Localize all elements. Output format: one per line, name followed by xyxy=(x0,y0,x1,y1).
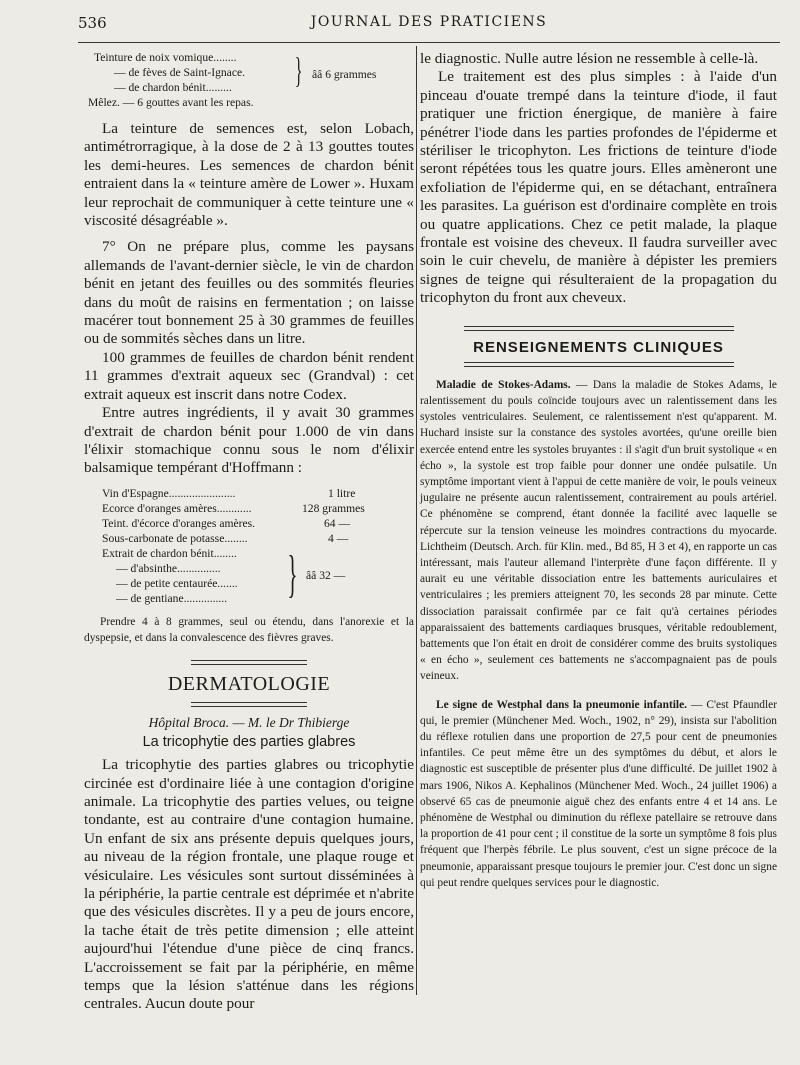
section-title: DERMATOLOGIE xyxy=(167,673,331,696)
recipe-dose: ââ 6 grammes xyxy=(312,68,377,81)
paragraph: Entre autres ingrédients, il y avait 30 grammes d'extrait de chardon bénit pour 1.000 de vin dans l'élixir stomachique connu sous le nom d'élixir balsamique tempérant d'Hoffmann : xyxy=(84,404,414,477)
recipe-item: — de petite centaurée....... xyxy=(116,576,238,590)
recipe-item: Ecorce d'oranges amères............ xyxy=(102,501,252,515)
recipe-elixir xyxy=(102,486,414,610)
note-title: Le signe de Westphal dans la pneumonie infantile. xyxy=(436,698,687,711)
recipe-item: Extrait de chardon bénit........ xyxy=(102,546,237,560)
header-rule xyxy=(78,42,780,43)
paragraph: le diagnostic. Nulle autre lésion ne ressemble à celle-là. xyxy=(420,50,759,67)
article-title: La tricophytie des parties glabres xyxy=(142,734,356,751)
journal-title: JOURNAL DES PRATICIENS xyxy=(310,14,548,30)
note-title: Maladie de Stokes-Adams. xyxy=(436,378,571,391)
recipe-item: Sous-carbonate de potasse........ xyxy=(102,531,248,545)
section-divider xyxy=(191,702,307,707)
section-title: RENSEIGNEMENTS CLINIQUES xyxy=(473,338,724,356)
article-byline: Hôpital Broca. — M. le Dr Thibierge xyxy=(148,715,350,731)
recipe-tinctures xyxy=(88,50,414,110)
clinical-note xyxy=(420,697,777,891)
recipe-dose: ââ 32 — xyxy=(306,568,346,582)
recipe-qty: 64 — xyxy=(324,516,351,530)
section-divider xyxy=(464,326,734,331)
paragraph: 100 grammes de feuilles de chardon bénit rendent 11 grammes d'extrait aqueux sec (Grandval) : cet extrait aqueux est inscrit dans notre Codex. xyxy=(84,348,414,403)
recipe-qty: 128 grammes xyxy=(302,501,365,515)
brace-icon: } xyxy=(287,545,298,603)
brace-icon: } xyxy=(294,50,303,90)
section-divider xyxy=(191,660,307,665)
recipe-qty: 4 — xyxy=(328,531,349,545)
dosage-note: Prendre 4 à 8 grammes, seul ou étendu, dans l'anorexie et la dyspepsie, et dans la convalescence des fièvres graves. xyxy=(84,615,414,644)
page-number: 536 xyxy=(78,14,107,32)
paragraph: La teinture de semences est, selon Lobach, antimétrorragique, à la dose de 2 à 13 gouttes toutes les demi-heures. Les semences de chardon bénit entraient dans la « teinture amère de Lower ». Huxam leur reprochait de communiquer à cette teinture une « viscosité désagréable ». xyxy=(84,120,414,230)
recipe-qty: 1 litre xyxy=(328,486,356,500)
recipe-item: Teint. d'écorce d'oranges amères. xyxy=(102,516,256,530)
recipe-instructions: Mêlez. — 6 gouttes avant les repas. xyxy=(88,96,254,109)
recipe-item: — de fèves de Saint-Ignace. xyxy=(114,66,246,79)
paragraph: Le traitement est des plus simples : à l'aide d'un pinceau d'ouate trempé dans la teinture d'iode, il faut pratiquer une friction énergique, de manière à faire pénétrer l'iode dans les parties profondes de l'épiderme et stériliser le tricophyton. Les frictions de teinture d'iode seront répétées tous les quatre jours. Elles amèneront une exfoliation de l'épiderme qui, en se détachant, entraînera les parasites. La guérison est d'ordinaire complète en trois ou quatre applications. Chez ce petit malade, la plaque frontale est voisine des cheveux. Il faudra surveiller avec soin le cuir chevelu, de manière à dépister les premiers signes de teigne qui résulteraient de la propagation du tricophyton du front aux cheveux. xyxy=(420,68,777,307)
paragraph: 7° On ne prépare plus, comme les paysans allemands de l'avant-dernier siècle, le vin de chardon bénit en jetant des feuilles ou des sommités fleuries dans du moût de raisins en fermentation ; on laisse macérer tout bonnement 25 à 30 grammes de feuilles ou de sommités sèches dans un litre. xyxy=(84,238,414,348)
paragraph: La tricophytie des parties glabres ou tricophytie circinée est d'ordinaire liée à une contagion d'origine animale. La tricophytie des parties velues, ou teigne tondante, est au contraire d'une contagion humaine. Un enfant de six ans présente depuis quelques jours, au niveau de la région frontale, une plaque rouge et vésiculaire. Les vésicules sont surtout disséminées à la périphérie, la partie centrale est déprimée et n'abrite que des vésicules discrètes. Il y a peu de jours encore, la tache était de très petite dimension ; elle atteint aujourd'hui l'étendue d'une pièce de cinq francs. L'accroissement se fait par la périphérie, en même temps que la lésion s'atténue dans les régions centrales. Aucun doute pour xyxy=(84,756,414,1013)
recipe-item: — de gentiane............... xyxy=(116,591,228,605)
left-column xyxy=(84,50,414,1014)
page-header xyxy=(78,14,780,40)
recipe-item: — d'absinthe............... xyxy=(116,561,221,575)
section-divider xyxy=(464,362,734,367)
clinical-note xyxy=(420,377,777,685)
right-column xyxy=(420,50,777,891)
column-separator xyxy=(416,46,417,995)
recipe-item: Vin d'Espagne....................... xyxy=(102,486,236,500)
note-text: — C'est Pfaundler qui, le premier (Münchener Med. Woch., 1902, n° 29), insista sur l'abolition du réflexe rotulien dans une proportion de 27,5 pour cent de pneumonies infantiles. Ce peut même être un des symptômes du début, et alors le diagnostic est susceptible de présenter plus d'une difficulté. De juillet 1902 à mars 1906, Nikos A. Kephalinos (Münchener Med. Woch., 24 juillet 1906) a observé 65 cas de pneumonie aiguë chez des enfants entre 4 et 14 ans. Le phénomène de Westphal ou diminution du réflexe patellaire se retrouve dans la proportion de 41 pour cent ; il constitue de la sorte un symptôme 8 fois plus fréquent que l'herpès fébrile. Le plus souvent, c'est un signe précoce de la pneumonie, apparaissant presque toujours le premier jour. C'est donc un signe qui peut rendre quelques services pour le diagnostic. xyxy=(420,698,777,889)
recipe-item: — de chardon bénit......... xyxy=(114,81,232,94)
note-text: — Dans la maladie de Stokes Adams, le ralentissement du pouls coïncide toujours avec un ralentissement dans les systoles ventriculaires. Seulement, ce ralentissement n'est qu'apparent. M. Huchard insiste sur la constance des systoles avortées, qu'une oreille bien exercée entend entre les systoles bruyantes : il s'agit d'un bruit systolique « en écho », la systole est trop faible pour donner une ondée pulsatile. Un symptôme important vient à l'appui de cette manière de voir, le pouls veineux jugulaire ne présente aucun ralentissement, contrairement au pouls artériel. Ce phénomène se comprend, étant donnée la facilité avec laquelle se répercute sur la tension veineuse les moindres contractions du myocarde. Lichtheim (Deutsch. Arch. für Klin. med., Bd 85, H 3 et 4), en rapporte un cas intéressant, mais l'auteur allemand l'interprète d'une façon différente. Il y aurait eu une véritable dissociation entre les battements auriculaires et ventriculaires ; les premiers atteignent 70, les seconds 28 par minute. Cette dissociation paraissait confirmée par ce fait qu'à certaines périodes apparaissaient des battements cardiaques brusques, véritable redoublement, battements que l'on était en droit de considérer comme des bruits systoliques « en écho », seulement ces battements ne s'accompagnaient pas de pouls veineux. xyxy=(420,378,777,683)
recipe-item: Teinture de noix vomique........ xyxy=(94,51,237,64)
